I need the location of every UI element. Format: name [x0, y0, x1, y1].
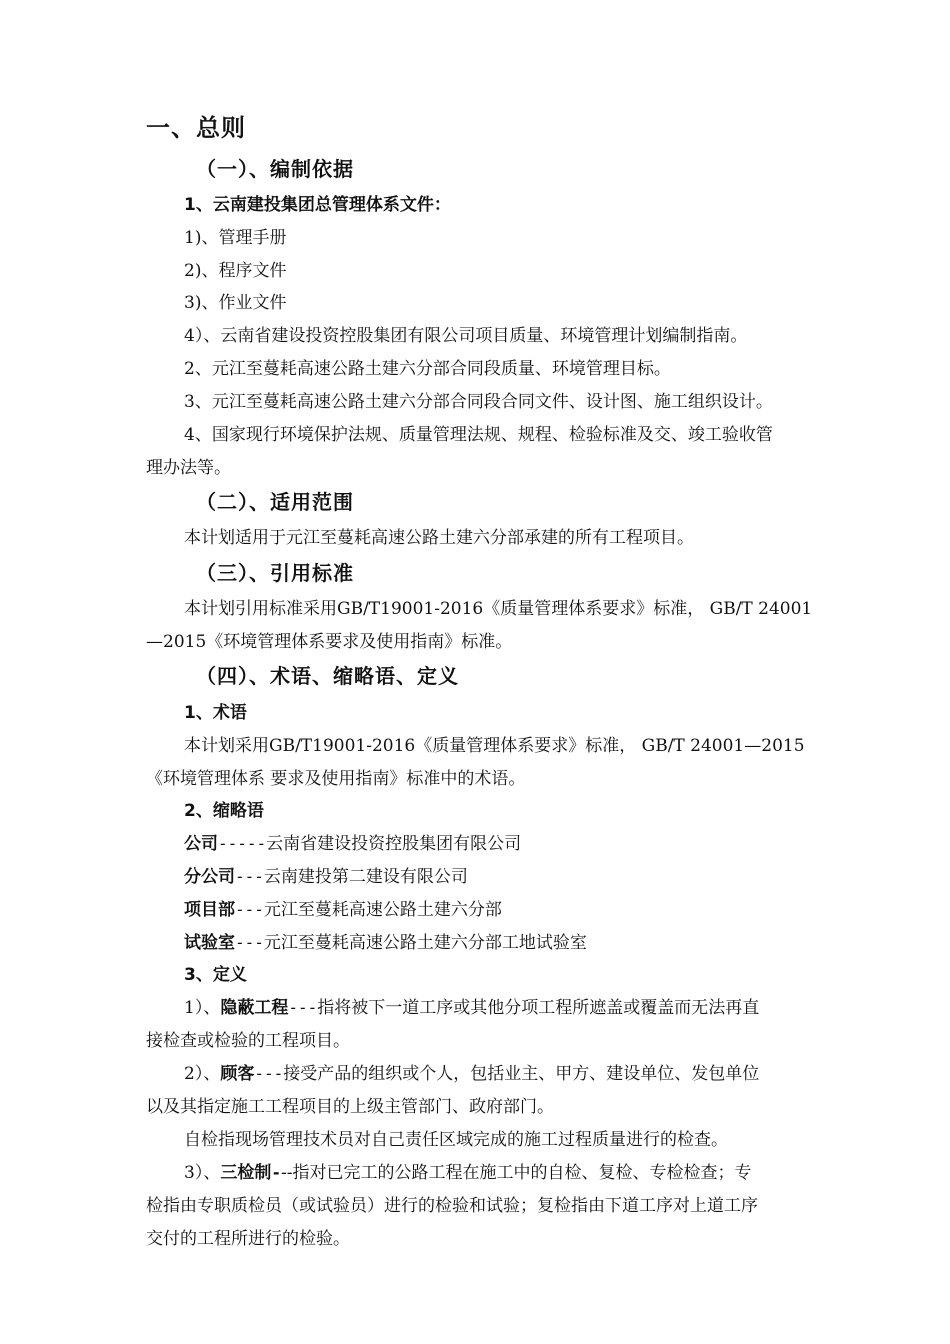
abbreviation-dash: ----- [218, 834, 267, 853]
abbreviation-row [184, 833, 521, 855]
abbreviation-term: 试验室 [184, 933, 235, 953]
paragraph-line: 接检查或检验的工程项目。 [146, 1031, 350, 1051]
abbreviation-term: 分公司 [184, 867, 235, 887]
paragraph-line: 自检指现场管理技术员对自己责任区域完成的施工过程质量进行的检查。 [184, 1130, 728, 1150]
section-heading-terms: （四）、术语、缩略语、定义 [196, 664, 459, 688]
section-heading-standards: （三）、引用标准 [196, 561, 354, 585]
definition-term: 隐蔽工程 [220, 998, 289, 1018]
list-item: 3、元江至蔓耗高速公路土建六分部合同段合同文件、设计图、施工组织设计。 [184, 392, 773, 412]
definition-dash: - [271, 1163, 281, 1182]
paragraph-line: 交付的工程所进行的检验。 [146, 1229, 350, 1249]
abbreviation-row [184, 866, 468, 888]
abbreviation-row [184, 932, 587, 954]
list-item: 2、元江至蔓耗高速公路土建六分部合同段质量、环境管理目标。 [184, 359, 671, 379]
definition-term: 顾客 [220, 1064, 255, 1084]
list-item: 4）、云南省建设投资控股集团有限公司项目质量、环境管理计划编制指南。 [184, 326, 748, 346]
definition-line [184, 1162, 751, 1184]
paragraph-line: 本计划引用标准采用GB/T19001-2016《质量管理体系要求》标准， GB/T 24001 [184, 599, 813, 619]
abbreviation-term: 公司 [184, 834, 218, 854]
page-title: 一、总则 [146, 114, 246, 142]
paragraph-line: 《环境管理体系 要求及使用指南》标准中的术语。 [146, 769, 526, 789]
item-heading: 1、云南建投集团总管理体系文件： [184, 195, 451, 215]
abbreviation-dash: --- [235, 933, 264, 952]
paragraph-line: 4、国家现行环境保护法规、质量管理法规、规程、检验标准及交、竣工验收管 [184, 425, 773, 445]
definition-text: 指将被下一道工序或其他分项工程所遮盖或覆盖而无法再直 [317, 998, 760, 1018]
abbreviation-text: 云南省建设投资控股集团有限公司 [266, 834, 522, 854]
paragraph-line: 理办法等。 [146, 458, 231, 478]
item-heading: 3、定义 [184, 965, 247, 985]
section-heading-scope: （二）、适用范围 [196, 490, 354, 514]
definition-number: 3）、 [184, 1163, 221, 1183]
abbreviation-term: 项目部 [184, 900, 235, 920]
list-item: 1)、管理手册 [184, 228, 287, 248]
abbreviation-dash: --- [235, 867, 264, 886]
item-heading: 2、缩略语 [184, 801, 264, 821]
abbreviation-text: 元江至蔓耗高速公路土建六分部 [263, 900, 502, 920]
list-item: 3)、作业文件 [184, 293, 287, 313]
definition-number: 1）、 [184, 998, 221, 1018]
paragraph-line: 本计划适用于元江至蔓耗高速公路土建六分部承建的所有工程项目。 [184, 528, 694, 548]
definition-number: 2）、 [184, 1064, 221, 1084]
item-heading: 1、术语 [184, 703, 247, 723]
definition-dash: --- [254, 1064, 284, 1083]
abbreviation-text: 元江至蔓耗高速公路土建六分部工地试验室 [263, 933, 587, 953]
definition-term: 三检制 [220, 1163, 272, 1183]
abbreviation-row [184, 899, 502, 921]
abbreviation-dash: --- [235, 900, 264, 919]
definition-line [184, 1063, 759, 1085]
paragraph-line: 检指由专职质检员（或试验员）进行的检验和试验；复检指由下道工序对上道工序 [146, 1196, 758, 1216]
list-item: 2)、程序文件 [184, 261, 287, 281]
definition-dash: --- [288, 998, 318, 1017]
definition-line [184, 997, 759, 1019]
paragraph-line: —2015《环境管理体系要求及使用指南》标准。 [146, 632, 513, 652]
definition-text: 接受产品的组织或个人，包括业主、甲方、建设单位、发包单位 [283, 1064, 760, 1084]
definition-text: --指对已完工的公路工程在施工中的自检、复检、专检检查；专 [280, 1163, 752, 1183]
paragraph-line: 以及其指定施工工程项目的上级主管部门、政府部门。 [146, 1097, 554, 1117]
abbreviation-text: 云南建投第二建设有限公司 [263, 867, 468, 887]
section-heading-basis: （一）、编制依据 [196, 157, 354, 181]
paragraph-line: 本计划采用GB/T19001-2016《质量管理体系要求》标准， GB/T 24001—2015 [184, 736, 805, 756]
